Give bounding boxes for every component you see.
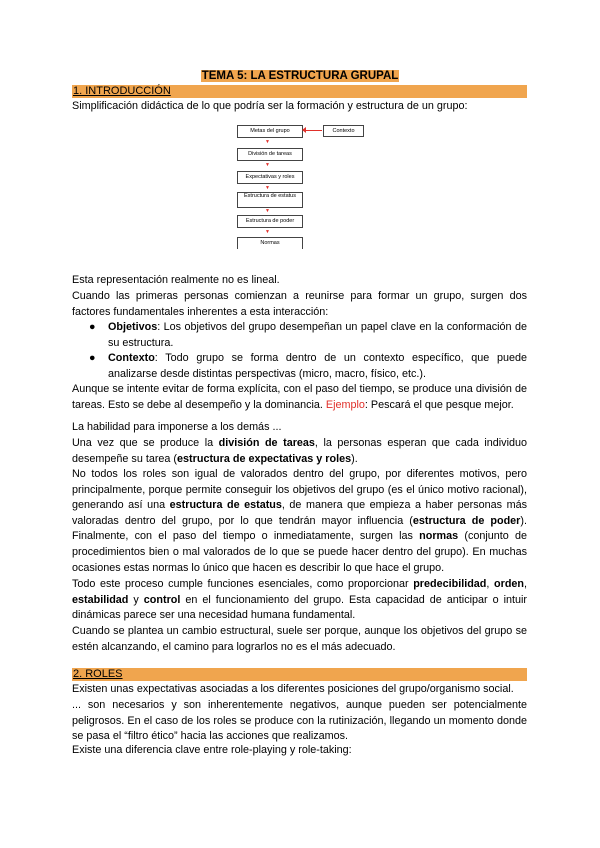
paragraph-funciones: Todo este proceso cumple funciones esenciales, como proporcionar predecibilidad, orden, estabilidad y control en el funcionamiento del grupo. Esta capacidad de anticipar o intuir dinámicas parece ser una necesidad humana fundamental.: [72, 578, 528, 622]
section-heading-introduccion: 1. INTRODUCCIÓN: [72, 85, 527, 98]
list-item: ● Objetivos: Los objetivos del grupo desempeñan un papel clave en la conformación de su estructura.: [89, 321, 527, 349]
paragraph-habilidad: La habilidad para imponerse a los demás ...: [72, 421, 282, 433]
paragraph-expectativas-posiciones: Existen unas expectativas asociadas a los diferentes posiciones del grupo/organismo social.: [72, 683, 514, 695]
paragraph-estatus-poder: No todos los roles son igual de valorados dentro del grupo, por diferentes motivos, pero principalmente, porque permite conseguir los objetivos del grupo (es el único motivo racional), generando así una estructura de estatus, de manera que empieza a haber personas más valoradas dentro del grupo, por lo que tendrán mayor influencia (estructura de poder). Finalmente, con el paso del tiempo o inmediatamente, surgen las normas (conjunto de procedimientos bien o mal valorados de lo que se puede hacer dentro del grupo). En muchas ocasiones estas normas lo único que hacen es describir lo que hace el grupo.: [72, 468, 527, 574]
diagram-box-expectativas: Expectativas y roles: [237, 171, 303, 184]
intro-paragraph: Simplificación didáctica de lo que podría ser la formación y estructura de un grupo:: [72, 100, 468, 112]
group-structure-diagram: [232, 122, 372, 252]
list-item: ● Contexto: Todo grupo se forma dentro de un contexto específico, que puede analizarse desde distintas perspectivas (micro, macro, físico, etc.).: [89, 352, 527, 380]
arrow-down-icon: ▼: [265, 185, 270, 191]
paragraph-no-lineal: Esta representación realmente no es lineal.: [72, 274, 280, 286]
diagram-box-contexto: Contexto: [323, 125, 364, 137]
document-title: TEMA 5: LA ESTRUCTURA GRUPAL: [201, 70, 399, 82]
arrow-down-icon: ▼: [265, 208, 270, 214]
diagram-box-poder: Estructura de poder: [237, 215, 303, 228]
arrow-down-icon: ▼: [265, 139, 270, 145]
diagram-box-normas: Normas: [237, 237, 303, 249]
arrow-down-icon: ▼: [265, 162, 270, 168]
diagram-box-division: División de tareas: [237, 148, 303, 161]
diagram-box-estatus: Estructura de estatus: [237, 192, 303, 208]
section-heading-roles: 2. ROLES: [72, 668, 527, 681]
example-label: Ejemplo: [325, 398, 365, 411]
context-arrow: [303, 130, 322, 131]
factors-list: [72, 320, 527, 382]
paragraph-expectativas: Una vez que se produce la división de tareas, la personas esperan que cada individuo desempeñe su tarea (estructura de expectativas y roles).: [72, 437, 527, 465]
paragraph-cambio-estructural: Cuando se plantea un cambio estructural, suele ser porque, aunque los objetivos del grupo se estén alcanzando, el camino para lograrlos no es el más adecuado.: [72, 625, 527, 653]
paragraph-primeras-personas: Cuando las primeras personas comienzan a reunirse para formar un grupo, surgen dos factores fundamentales inherentes a esta interacción:: [72, 290, 527, 318]
paragraph-division-tareas: Aunque se intente evitar de forma explícita, con el paso del tiempo, se produce una división de tareas. Esto se debe al desempeño y la dominancia. Ejemplo: Pescará el que pesque mejor.: [72, 383, 527, 411]
paragraph-roles-necesarios: ... son necesarios y son inherentemente negativos, aunque pueden ser potencialmente peligrosos. En el caso de los roles se produce con la rutinización, llegando un momento donde se pasa el “filtro ético” hacia las acciones que realizamos.: [72, 699, 527, 743]
diagram-box-metas: Metas del grupo: [237, 125, 303, 138]
paragraph-role-playing: Existe una diferencia clave entre role-playing y role-taking:: [72, 744, 352, 756]
arrow-down-icon: ▼: [265, 229, 270, 235]
